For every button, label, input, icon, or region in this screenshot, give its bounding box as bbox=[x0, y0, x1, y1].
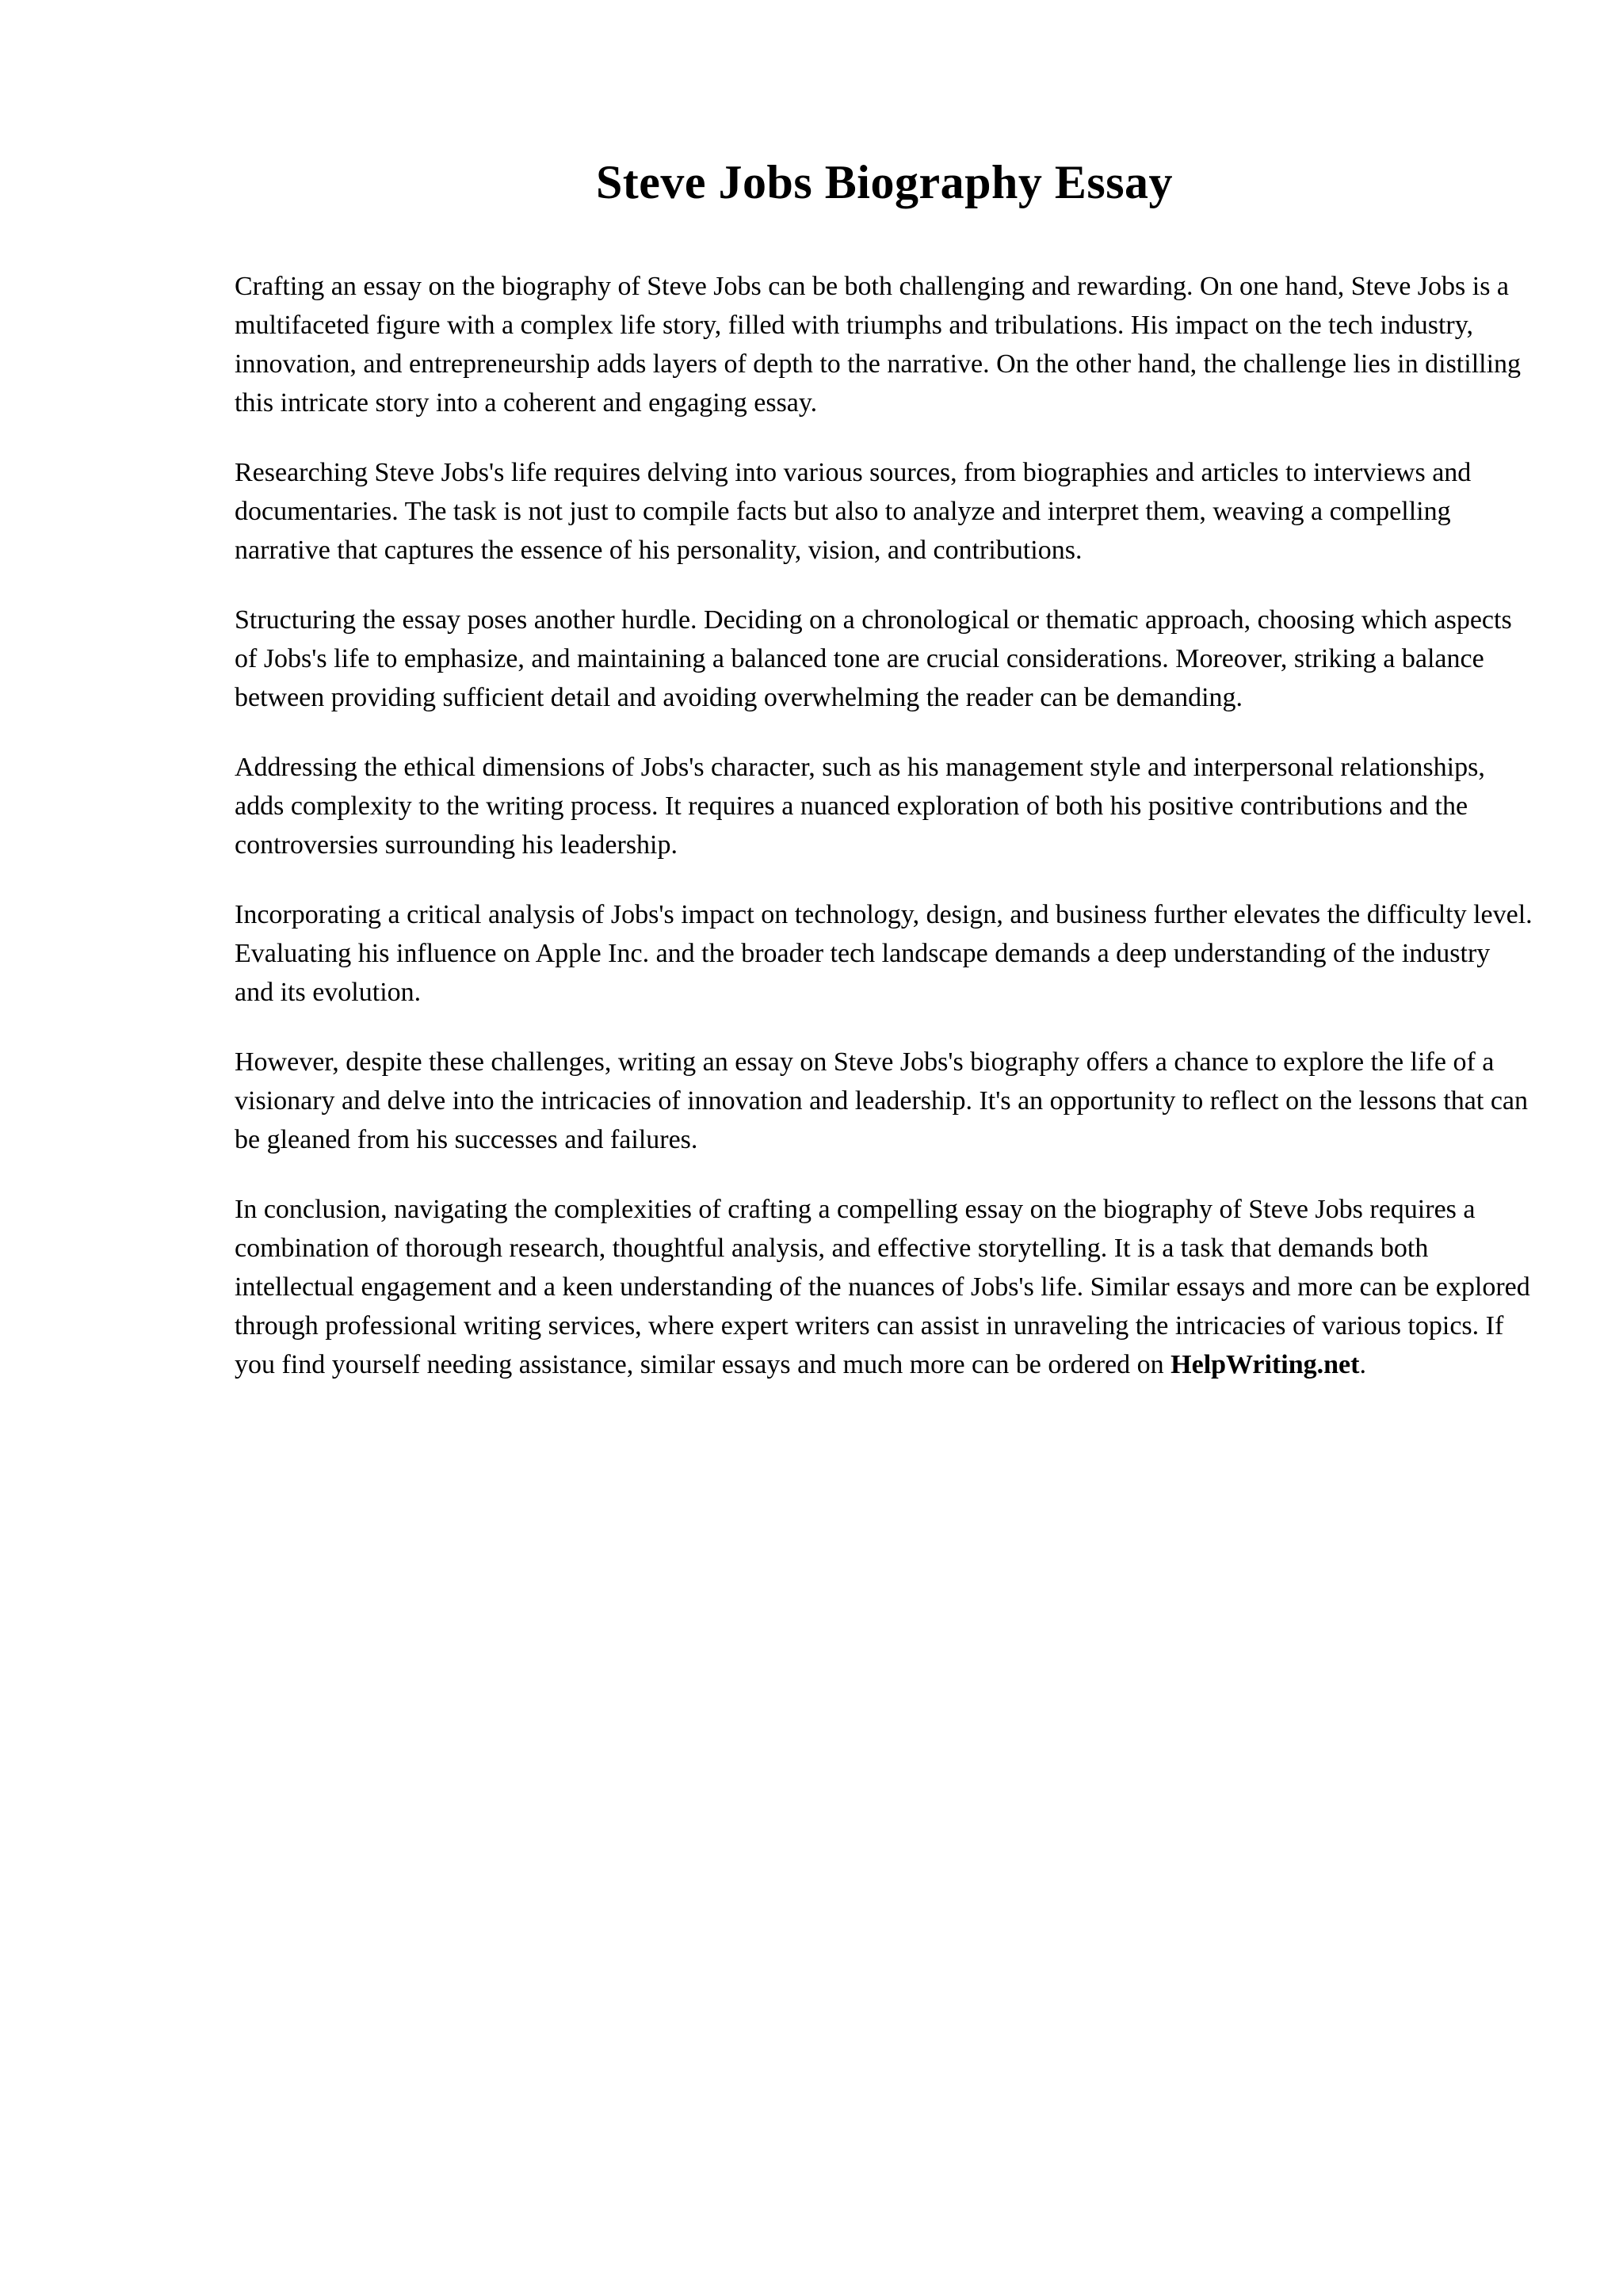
paragraph-ethics: Addressing the ethical dimensions of Jobs's character, such as his management style and interpersonal relationships, adds complexity to the writing process. It requires a nuanced exploration of both his positive contributions and the controversies surrounding his leadership. bbox=[235, 753, 1485, 860]
conclusion-text: In conclusion, navigating the complexities of crafting a compelling essay on the biography of Steve Jobs requires a combination of thorough research, thoughtful analysis, and effective storytelling. It is a task that demands both intellectual engagement and a keen understanding of the nuances of Jobs's life. Similar essays and more can be explored through professional writing services, where expert writers can assist in unraveling the intricacies of various topics. If you find yourself needing assistance, similar essays and much more can be ordered on bbox=[235, 1195, 1530, 1379]
paragraph-structuring: Structuring the essay poses another hurdle. Deciding on a chronological or thematic approach, choosing which aspects of Jobs's life to emphasize, and maintaining a balanced tone are crucial considerations. Moreover, striking a balance between providing sufficient detail and avoiding overwhelming the reader can be demanding. bbox=[235, 605, 1512, 712]
conclusion-period: . bbox=[1359, 1350, 1366, 1379]
paragraph-analysis: Incorporating a critical analysis of Jobs's impact on technology, design, and business further elevates the difficulty level. Evaluating his influence on Apple Inc. and the broader tech landscape demands a deep understanding of the industry and its evolution. bbox=[235, 900, 1533, 1007]
page-title: Steve Jobs Biography Essay bbox=[595, 156, 1174, 208]
paragraph-opportunity: However, despite these challenges, writing an essay on Steve Jobs's biography offers a chance to explore the life of a visionary and delve into the intricacies of innovation and leadership. It's an opportunity to reflect on the lessons that can be gleaned from his successes and failures. bbox=[235, 1047, 1529, 1154]
document-content bbox=[235, 0, 1534, 1415]
paragraph-intro: Crafting an essay on the biography of Steve Jobs can be both challenging and rewarding. On one hand, Steve Jobs is a multifaceted figure with a complex life story, filled with triumphs and tribulations. His impact on the tech industry, innovation, and entrepreneurship adds layers of depth to the narrative. On the other hand, the challenge lies in distilling this intricate story into a coherent and engaging essay. bbox=[235, 272, 1522, 418]
paragraph-conclusion bbox=[235, 1190, 1534, 1384]
helpwriting-link[interactable]: HelpWriting.net bbox=[1170, 1350, 1360, 1379]
paragraph-researching: Researching Steve Jobs's life requires delving into various sources, from biographies and articles to interviews and documentaries. The task is not just to compile facts but also to analyze and interpret them, weaving a compelling narrative that captures the essence of his personality, vision, and contributions. bbox=[235, 458, 1472, 565]
